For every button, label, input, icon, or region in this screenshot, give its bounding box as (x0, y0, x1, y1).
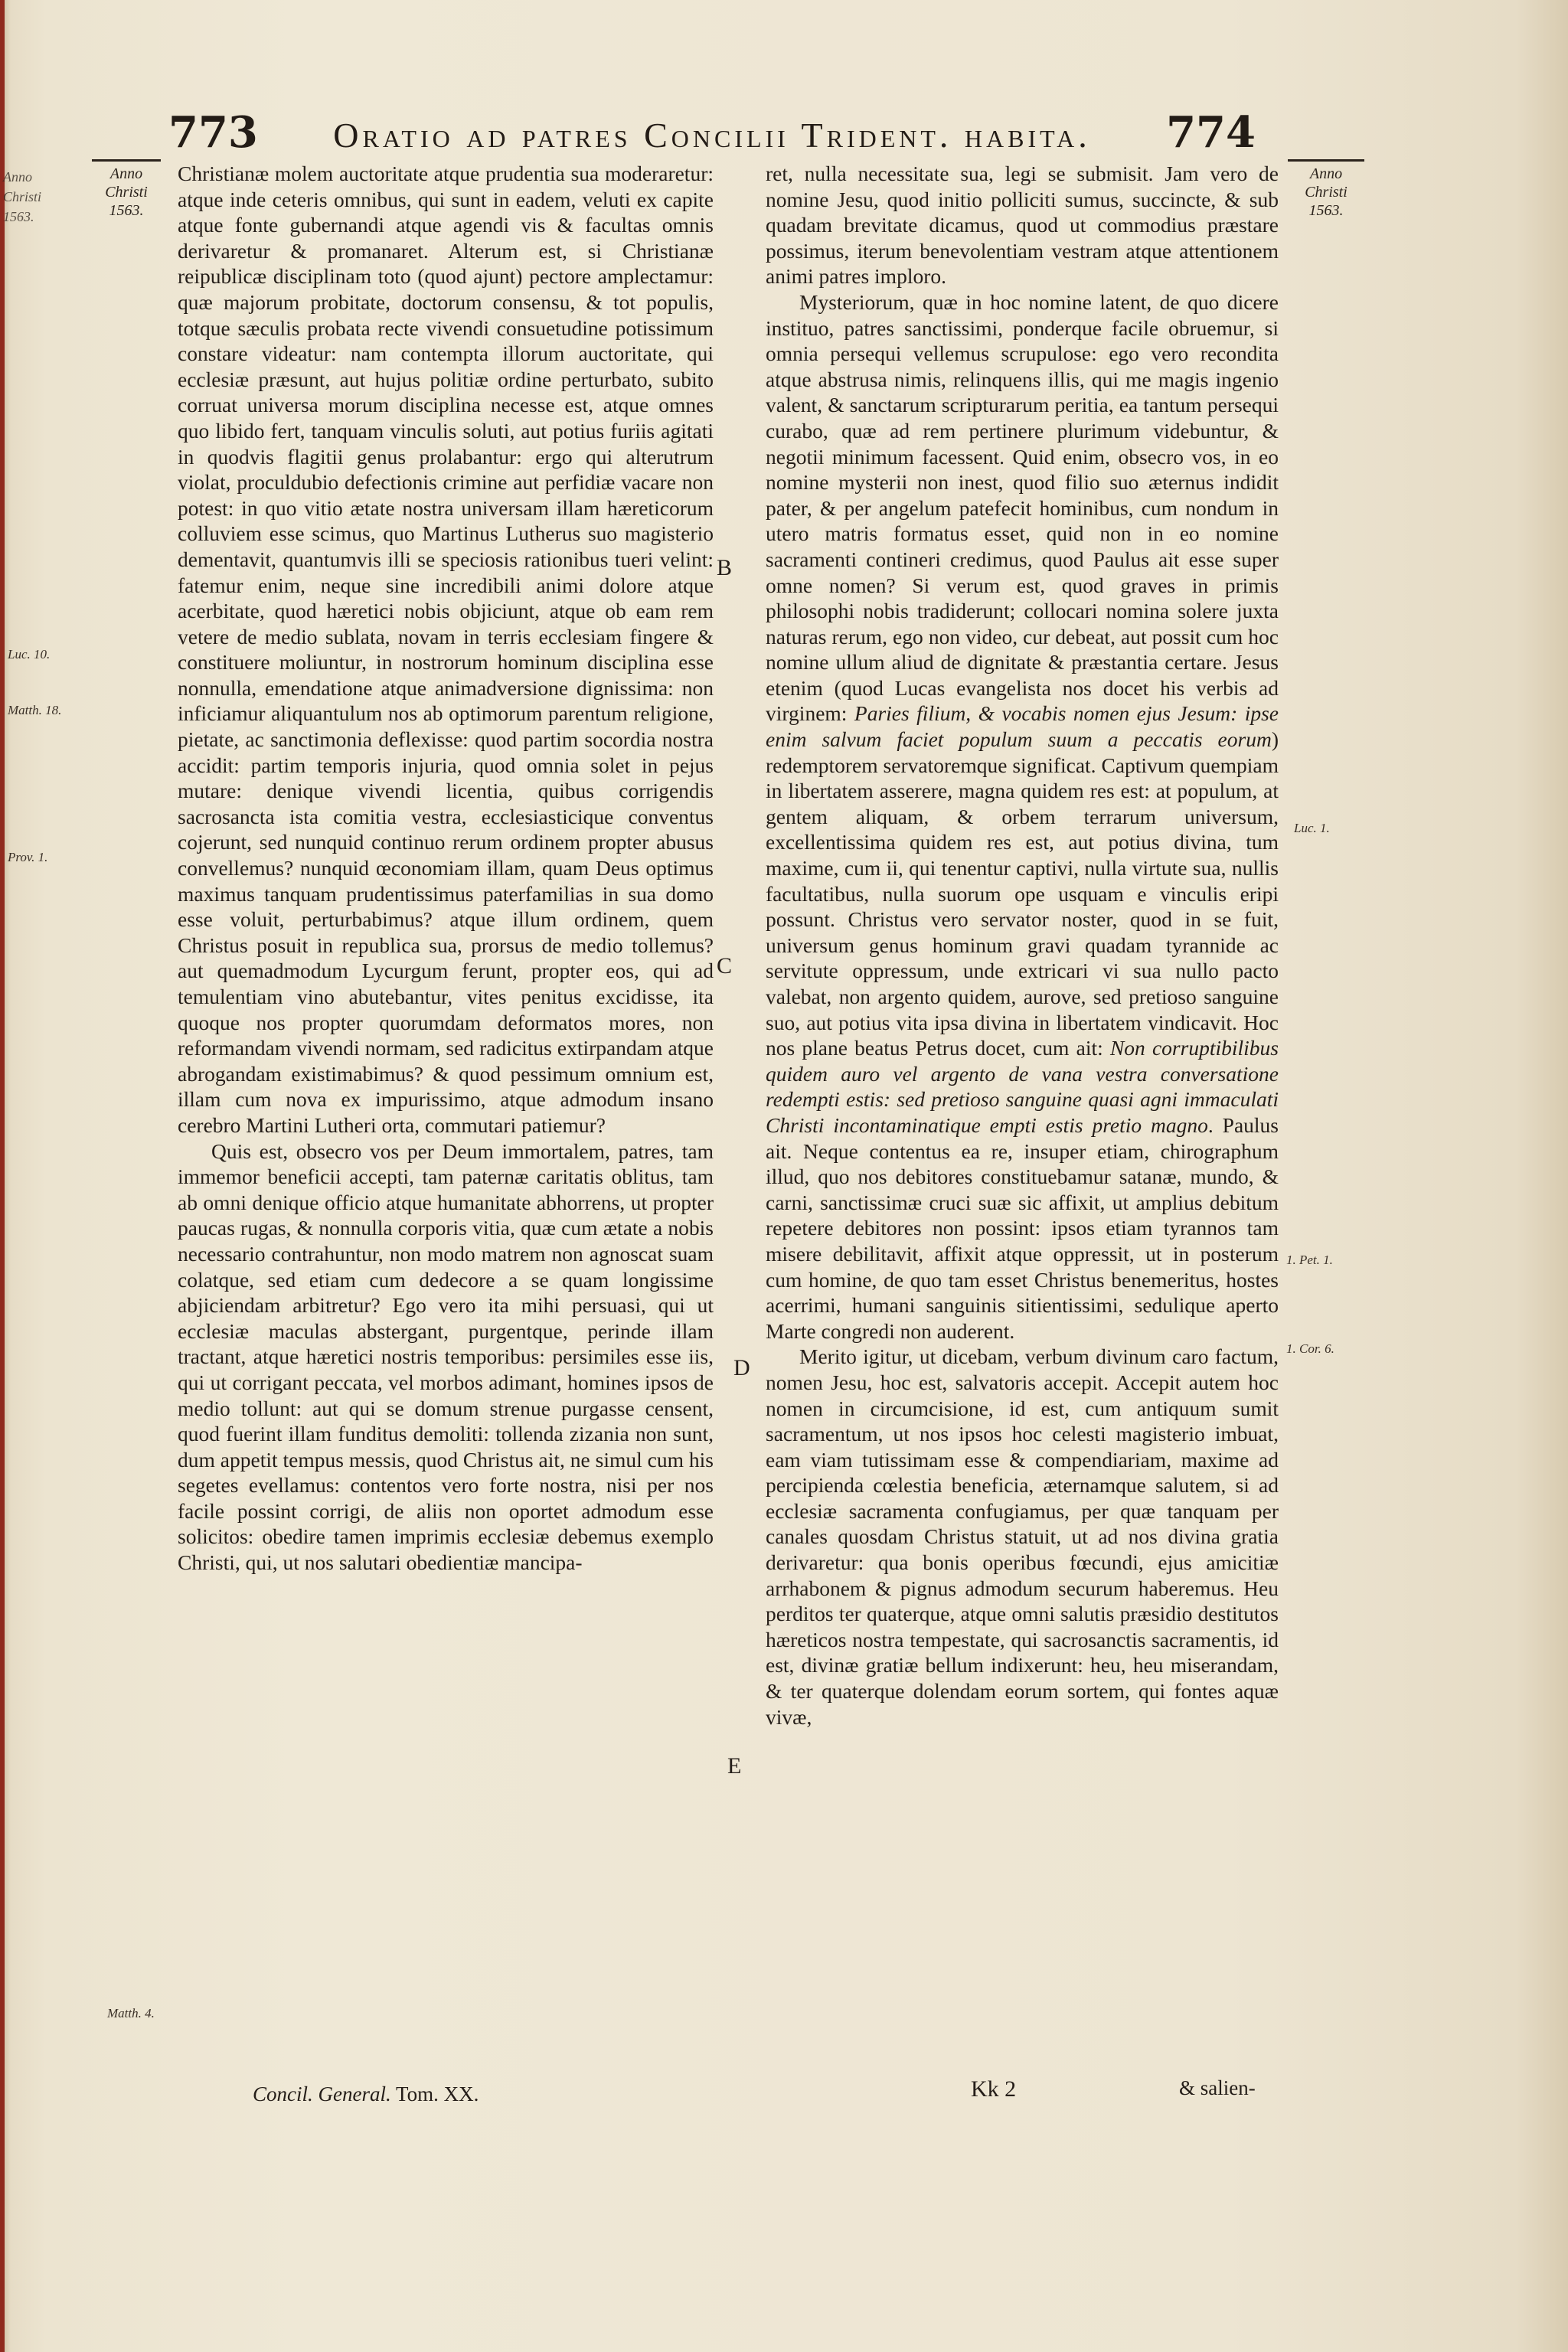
anno-christi-right (1288, 159, 1364, 220)
right-paragraph-2-middle: ) redemptorem servatoremque significat. Captivum quempiam in libertatem asserere, magna quidem res est: at populum, at gentem aliquam, & orbem terrarum universum, excellentissima quidem res est, aut potius divina, tum maxime, cum ii, qui tenentur captivi, nulla virtute sua, nullis facultatibus, nulla suorum ope usquam e vinculis eripi possunt. Christus vero servator noster, quod in se fuit, universum genus hominum gravi quadam tyrannide ac servitute oppressum, unde extricari vi sua nullo pacto valebat, non argento quidem, aurove, sed pretioso sanguine suo, aut potius vita ipsa divina in libertatem vindicavit. Hoc nos plane beatus Petrus docet, cum ait: (766, 727, 1279, 1060)
right-paragraph-2 (766, 289, 1279, 1344)
catchword: & salien- (1179, 2076, 1256, 2099)
margin-note-1-cor-6: 1. Cor. 6. (1286, 1341, 1334, 1356)
right-page-number: 774 (1166, 107, 1256, 158)
running-title: Oratio ad patres Concilii Trident. habita. (333, 116, 1091, 155)
anno-bleed-line3: 1563. (3, 209, 34, 224)
anno-bleed-left (3, 167, 55, 227)
margin-note-matth-18: Matth. 18. (8, 703, 62, 717)
left-page-number: 773 (168, 107, 258, 158)
right-text-column (766, 161, 1279, 1730)
margin-note-matth-4: Matth. 4. (107, 2006, 155, 2020)
collection-title: Concil. General. (253, 2082, 391, 2105)
running-header (168, 107, 1256, 168)
margin-note-luc-1: Luc. 1. (1294, 821, 1330, 835)
volume-footer (253, 2082, 479, 2106)
anno-right-line1: Anno (1309, 165, 1343, 182)
quote-peter: Non corruptibilibus quidem auro vel argento de vana vestra conversatione redempti estis: sed pretioso sanguine quasi agni immaculati Christi incontaminatique empti estis pretio magno (766, 1036, 1279, 1137)
section-letter-b: B (717, 555, 733, 580)
section-letter-c: C (717, 953, 733, 978)
right-paragraph-2-start: Mysteriorum, quæ in hoc nomine latent, de quo dicere instituo, patres sanctissimi, ponderque facile obruemur, si omnia persequi vellemus scrupulose: ego vero recondita atque abstrusa nimis, relinquens illis, qui me magis ingenio valent, & sanctarum scripturarum peritia, ea tantum persequi curabo, quæ ad rem pertinere plurimum videbuntur, & negotii minimum facessent. Quid enim, obsecro vos, in eo nomine mysterii non inest, quod filio suo æternus indidit pater, & per angelum patefecit hominibus, cum nondum in utero matris formatus esset, quid non in eo nomine sacramenti contineri credimus, quod Paulus ait esse super omne nomen? Si verum est, quod graves in primis philosophi nobis tradiderunt; collocari nomina solere juxta naturas rerum, ego non video, cur debeat, aut possit cum hoc nomine ullum aliud de dignitate & præstantia certare. Jesus etenim (quod Lucas evangelista nos docet his verbis ad virginem: (766, 289, 1279, 726)
right-paragraph-3: Merito igitur, ut dicebam, verbum divinum caro factum, nomen Jesu, hoc est, salvatoris accepit. Accepit autem hoc nomen in circumcisione, id est, cum antiquum sumit sacramentum, ut nos ipsos hoc celesti magisterio imbuat, eam viam tutissimam esse & compendiariam, maxime ad percipienda cœlestia beneficia, æternamque salutem, si ad ecclesiæ sacramenta confugiamus, per quæ tanquam per canales quosdam Christus statuit, ut ad nos divina gratia derivaretur: qua bonis operibus fœcundi, ejus amicitiæ arrhabonem & pignus admodum securum haberemus. Heu perditos ter quaterque, atque omni salutis præsidio destitutos hæreticos nostra tempestate, qui sacrosanctis sacramentis, id est, divinæ gratiæ bellum indixerunt: heu, heu miserandam, & ter quaterque dolendam eorum sortem, qui fontes aquæ vivæ, (766, 1344, 1279, 1729)
section-letter-d: D (733, 1355, 750, 1380)
gathering-signature: Kk 2 (971, 2076, 1017, 2102)
quote-luke: Paries filium, & vocabis nomen ejus Jesum: ipse enim salvum faciet populum suum a peccatis eorum (766, 701, 1279, 752)
margin-note-prov: Prov. 1. (8, 850, 48, 864)
anno-bleed-line2: Christi (3, 189, 42, 204)
right-paragraph-1: ret, nulla necessitate sua, legi se submisit. Jam vero de nomine Jesu, quod initio polliciti sumus, succincte, & sub quadam brevitate dicamus, quod ut commodius præstare possimus, iterum benevolentiam vestram atque attentionem animi patres imploro. (766, 162, 1279, 289)
right-paragraph-2-end: . Paulus ait. Neque contentus ea re, insuper etiam, chirographum illud, quo nos debitores constituebamur satanæ, mundo, & carni, sanctissimæ cruci suæ sic affixit, ut amplius debitum repetere debitores non possint: ipsos etiam tyrannos tam misere debilitavit, affixit atque oppressit, ut in posterum cum homine, de quo tam esset Christus benemeritus, hostes acerrimi, humani sanguinis sitientissimi, sedulique aperto Marte congredi non auderent. (766, 1112, 1279, 1343)
anno-right-line2: Christi (1305, 184, 1348, 201)
anno-left-line1: Anno (109, 165, 143, 182)
anno-bleed-line1: Anno (3, 169, 32, 185)
left-paragraph-1: Christianæ molem auctoritate atque prudentia sua moderaretur: atque inde ceteris omnibus, qui sunt in eadem, veluti ex capite atque fonte gubernandi atque agendi vis & facultas omnis derivaretur & promanaret. Alterum est, si Christianæ reipublicæ disciplinam toto (quod ajunt) pectore amplectamur: quæ majorum probitate, doctorum consensu, & tot populis, totque sæculis probata recte vivendi consuetudine potissimum constare videatur: nam contempta illorum auctoritate, qui ecclesiæ præsunt, aut hujus politiæ ordine perturbato, subito corruat universa morum disciplina necesse est, atque omnes quo libido fert, tanquam vinculis soluti, aut potius furiis agitati in quodvis flagitii genus prolabantur: ergo qui alterutrum violat, proculdubio defectionis crimine aut perfidiæ vacare non potest: in quo vitio ætate nostra universam illam hæreticorum colluviem esse scimus, quo Martinus Lutherus suo magisterio dementavit, quantumvis illi se speciosis rationibus tueri velint: fatemur enim, neque sine incredibili animi dolore atque acerbitate, quod hæretici nobis objiciunt, atque ob eam rem vetere de medio sublata, novam in terris ecclesiam fingere & constituere moliuntur, in nostrorum hominum disciplina esse nonnulla, emendatione atque animadversione dignissima: non inficiamur aliquantulum nos ab optimorum parentum religione, pietate, ac sanctimonia deflexisse: quod partim socordia nostra accidit: partim temporis injuria, quod omnia solet in pejus mutare: denique vivendi licentia, quibus corrigendis sacrosancta ista comitia vestra, ecclesiasticique conventus cojerunt, sed nunquid continuo rerum ordinem propter abusus convellemus? nunquid œconomiam illam, quam Deus optimus maximus tanquam prudentissimus paterfamilias in sua domo esse voluit, perturbabimus? atque illum ordinem, quem Christus posuit in republica sua, prorsus de medio tollemus? aut quemadmodum Lycurgum ferunt, propter eos, qui ad temulentiam vino abutebantur, vites penitus excidisse, ita quoque nos propter quorumdam deformatos mores, non reformandam vivendi normam, sed radicitus extirpandam atque abrogandam existimabimus? & quod pessimum omnium est, illam cum nova ex impurissimo, atque admodum insano cerebro Martini Lutheri orta, commutari patiemur? (178, 162, 714, 1137)
anno-left-line2: Christi (105, 184, 148, 201)
volume-number: Tom. XX. (396, 2082, 479, 2105)
margin-note-luc-10: Luc. 10. (8, 647, 51, 662)
left-paragraph-2: Quis est, obsecro vos per Deum immortalem, patres, tam immemor beneficii accepti, tam paternæ caritatis oblitus, tam ab omni denique officio atque humanitate abhorrens, ut propter paucas rugas, & nonnulla corporis vitia, quæ cum ætate a nobis necessario contrahuntur, non modo matrem non agnoscat suam colatque, sed etiam cum dedecore a se quam longissime abjiciendam arbitretur? Ego vero ita mihi persuasi, qui ut ecclesiæ maculas abstergant, purgentque, perinde illam tractant, atque hæretici nostris temporibus: persimiles esse iis, qui ut corrigant peccata, vel morbos adimant, homines ipsos de medio tollunt: aut qui se domum strenue purgasse censent, quod fuerint illam funditus demoliti: tollenda zizania non sunt, dum appetit tempus messis, quod Christus ait, ne simul cum his segetes evellamus: contentos vero forte nostra, nisi per nos facile possint corrigi, de aliis non oportet admodum esse solicitos: obedire tamen imprimis ecclesiæ debemus exemplo Christi, qui, ut nos salutari obedientiæ mancipa- (178, 1138, 714, 1575)
left-page-edge (0, 0, 5, 2352)
margin-note-1-pet-1: 1. Pet. 1. (1286, 1253, 1333, 1267)
anno-christi-left (92, 159, 161, 220)
left-text-column (178, 161, 714, 1576)
section-letter-e: E (727, 1753, 742, 1779)
anno-left-line3: 1563. (109, 202, 144, 219)
anno-right-line3: 1563. (1308, 202, 1344, 219)
